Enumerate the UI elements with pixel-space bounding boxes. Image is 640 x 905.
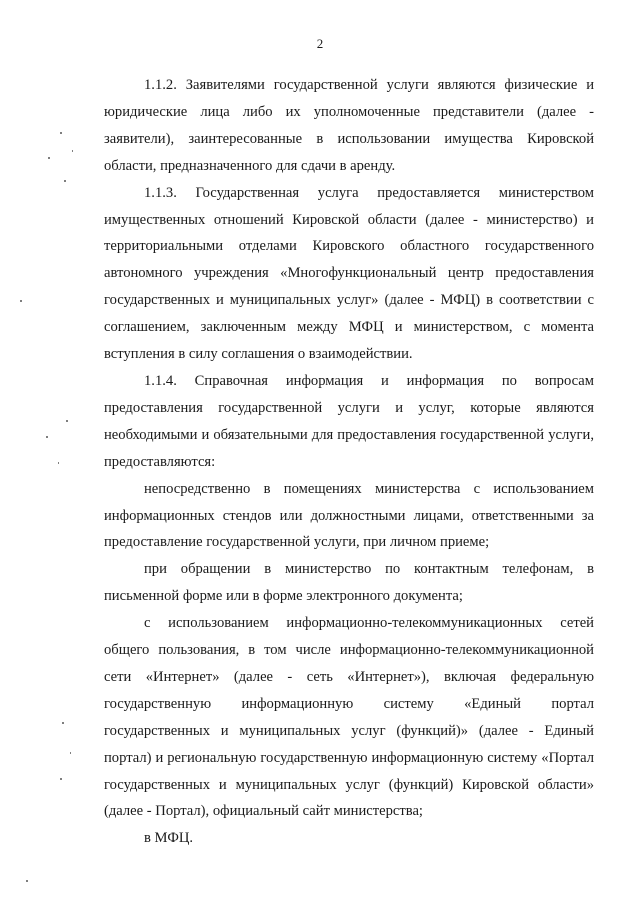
- scan-speck: [62, 722, 64, 724]
- document-body: [104, 72, 594, 852]
- scan-speck: [46, 436, 48, 438]
- scan-speck: [66, 420, 68, 422]
- paragraph-phone-or-written: при обращении в министерство по контактным телефонам, в письменной форме или в форме электронного документа;: [104, 561, 594, 605]
- scan-speck: [60, 132, 62, 134]
- scan-speck: [70, 752, 71, 754]
- page-number: 2: [316, 36, 324, 51]
- scan-speck: [72, 150, 73, 152]
- paragraph-internet-networks: с использованием информационно-телекоммуникационных сетей общего пользования, в том числе информационно-телекоммуникационной сети «Интернет» (далее - сеть «Интернет»), включая федеральную государственную информационную систему «Единый портал государственных и муниципальных услуг (функций)» (далее - Единый портал) и региональную государственную информационную систему «Портал государственных и муниципальных услуг (функций) Кировской области» (далее - Портал), официальный сайт министерства;: [104, 615, 594, 820]
- paragraph-1-1-3: 1.1.3. Государственная услуга предоставляется министерством имущественных отношений Кировской области (далее - министерство) и территориальными отделами Кировского областного государственного автономного учреждения «Многофункциональный центр предоставления государственных и муниципальных услуг» (далее - МФЦ) в соответствии с соглашением, заключенным между МФЦ и министерством, с момента вступления в силу соглашения о взаимодействии.: [104, 184, 594, 363]
- paragraph-1-1-4: 1.1.4. Справочная информация и информация по вопросам предоставления государственной услуги и услуг, которые являются необходимыми и обязательными для предоставления государственной услуги, предоставляются:: [104, 372, 594, 470]
- scan-speck: [26, 880, 28, 882]
- scan-speck: [60, 778, 62, 780]
- scan-speck: [64, 180, 66, 182]
- scan-speck: [58, 462, 59, 464]
- scan-speck: [48, 157, 50, 159]
- paragraph-in-mfc: в МФЦ.: [144, 830, 194, 847]
- scan-speck: [20, 300, 22, 302]
- paragraph-in-ministry-premises: непосредственно в помещениях министерства с использованием информационных стендов или должностными лицами, ответственными за предоставление государственной услуги, при личном приеме;: [104, 480, 594, 551]
- paragraph-1-1-2: 1.1.2. Заявителями государственной услуги являются физические и юридические лица либо их уполномоченные представители (далее - заявители), заинтересованные в использовании имущества Кировской области, предназначенного для сдачи в аренду.: [104, 77, 594, 174]
